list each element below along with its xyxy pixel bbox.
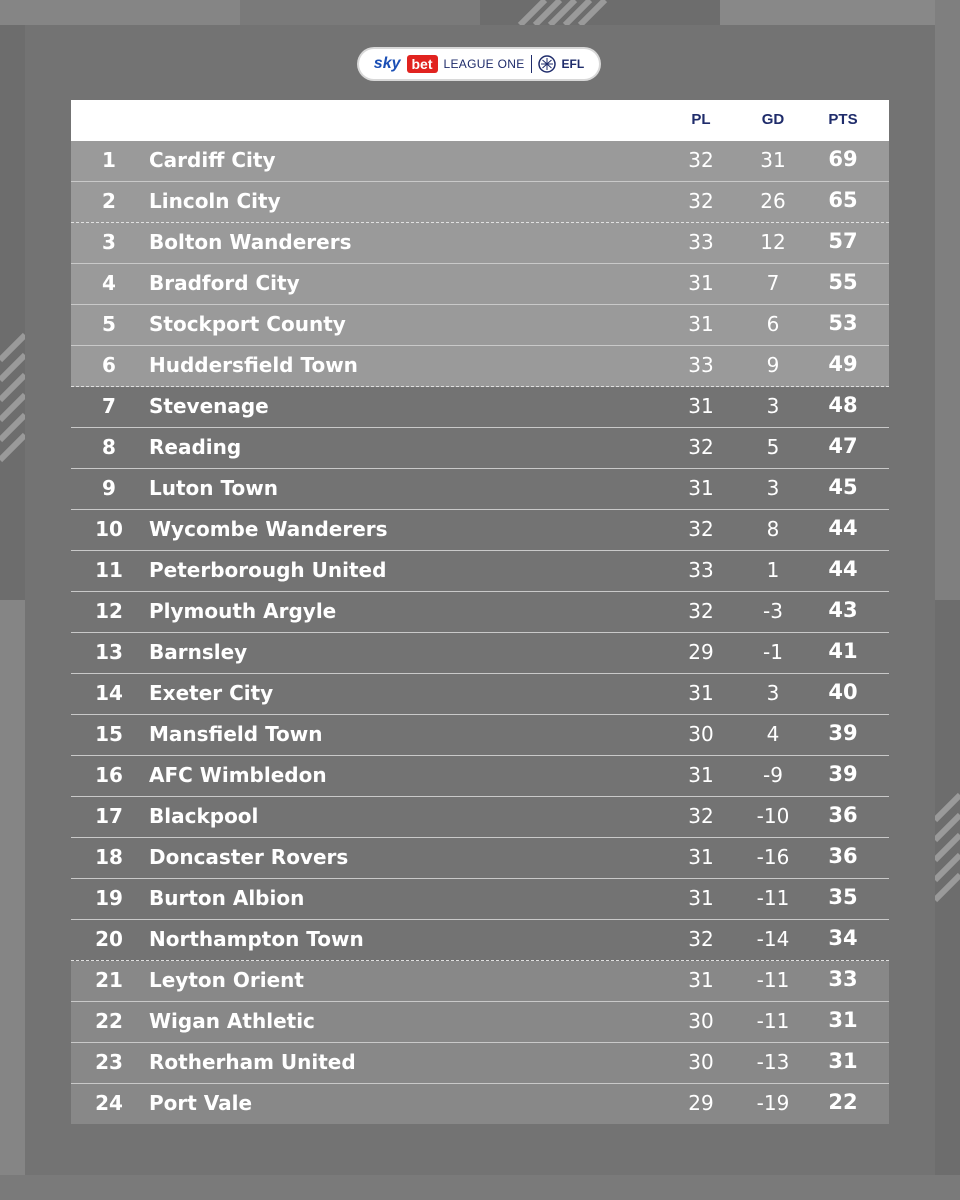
position-cell: 7 — [102, 394, 116, 418]
points-cell: 55 — [828, 270, 858, 294]
goal-difference-cell: -9 — [763, 763, 783, 787]
team-name: Wycombe Wanderers — [149, 517, 388, 541]
table-row — [71, 264, 889, 305]
points-cell: 22 — [828, 1090, 858, 1114]
team-name: Doncaster Rovers — [149, 845, 349, 869]
goal-difference-cell: -3 — [763, 599, 783, 623]
position-cell: 16 — [95, 763, 123, 787]
points-cell: 39 — [828, 721, 858, 745]
team-name: Leyton Orient — [149, 968, 304, 992]
goal-difference-cell: 6 — [766, 312, 780, 336]
position-cell: 17 — [95, 804, 123, 828]
played-cell: 32 — [688, 435, 714, 459]
team-name: Huddersfield Town — [149, 353, 358, 377]
table-row — [71, 182, 889, 223]
goal-difference-cell: 12 — [760, 230, 786, 254]
team-name: AFC Wimbledon — [149, 763, 327, 787]
logo-divider — [531, 55, 532, 73]
table-row — [71, 141, 889, 182]
points-cell: 57 — [828, 229, 858, 253]
team-name: Bolton Wanderers — [149, 230, 352, 254]
points-cell: 35 — [828, 885, 858, 909]
position-cell: 11 — [95, 558, 123, 582]
played-cell: 31 — [688, 681, 714, 705]
goal-difference-cell: -19 — [756, 1091, 790, 1115]
team-name: Stevenage — [149, 394, 269, 418]
table-row — [71, 387, 889, 428]
table-row — [71, 879, 889, 920]
played-cell: 31 — [688, 312, 714, 336]
position-cell: 6 — [102, 353, 116, 377]
points-cell: 45 — [828, 475, 858, 499]
position-cell: 13 — [95, 640, 123, 664]
points-cell: 49 — [828, 352, 858, 376]
table-row — [71, 633, 889, 674]
played-cell: 31 — [688, 271, 714, 295]
goal-difference-cell: -11 — [756, 886, 790, 910]
points-cell: 39 — [828, 762, 858, 786]
goal-difference-cell: -14 — [756, 927, 790, 951]
goal-difference-cell: 4 — [766, 722, 780, 746]
points-cell: 43 — [828, 598, 858, 622]
goal-difference-cell: -10 — [756, 804, 790, 828]
table-header — [71, 100, 889, 141]
goal-difference-cell: 3 — [766, 681, 780, 705]
table-row — [71, 592, 889, 633]
goal-difference-cell: -1 — [763, 640, 783, 664]
table-row — [71, 551, 889, 592]
goal-difference-cell: 7 — [766, 271, 780, 295]
position-cell: 4 — [102, 271, 116, 295]
team-name: Bradford City — [149, 271, 300, 295]
points-cell: 31 — [828, 1008, 858, 1032]
efl-ball-icon — [538, 55, 556, 73]
position-cell: 10 — [95, 517, 123, 541]
points-cell: 40 — [828, 680, 858, 704]
team-name: Luton Town — [149, 476, 278, 500]
table-row — [71, 756, 889, 797]
goal-difference-cell: 3 — [766, 476, 780, 500]
played-cell: 32 — [688, 927, 714, 951]
table-body — [71, 141, 889, 1124]
table-row — [71, 1043, 889, 1084]
league-table — [71, 100, 889, 1124]
table-row — [71, 674, 889, 715]
played-cell: 29 — [688, 640, 714, 664]
played-cell: 31 — [688, 394, 714, 418]
played-cell: 32 — [688, 189, 714, 213]
sky-wordmark: sky — [373, 55, 401, 72]
played-cell: 31 — [688, 763, 714, 787]
bet-wordmark: bet — [407, 55, 438, 73]
position-cell: 19 — [95, 886, 123, 910]
efl-wordmark: EFL — [561, 57, 585, 71]
played-cell: 31 — [688, 968, 714, 992]
team-name: Port Vale — [149, 1091, 253, 1115]
position-cell: 21 — [95, 968, 123, 992]
points-cell: 44 — [828, 516, 858, 540]
header-pl: PL — [691, 111, 711, 128]
header-pts: PTS — [828, 111, 858, 128]
position-cell: 22 — [95, 1009, 123, 1033]
position-cell: 20 — [95, 927, 123, 951]
team-name: Wigan Athletic — [149, 1009, 315, 1033]
team-name: Cardiff City — [149, 148, 276, 172]
points-cell: 34 — [828, 926, 858, 950]
played-cell: 30 — [688, 1009, 714, 1033]
goal-difference-cell: 1 — [766, 558, 780, 582]
goal-difference-cell: 31 — [760, 148, 786, 172]
played-cell: 32 — [688, 804, 714, 828]
goal-difference-cell: 26 — [760, 189, 786, 213]
position-cell: 8 — [102, 435, 116, 459]
table-row — [71, 961, 889, 1002]
position-cell: 24 — [95, 1091, 123, 1115]
team-name: Rotherham United — [149, 1050, 356, 1074]
team-name: Burton Albion — [149, 886, 305, 910]
team-name: Lincoln City — [149, 189, 281, 213]
team-name: Reading — [149, 435, 242, 459]
played-cell: 32 — [688, 148, 714, 172]
table-row — [71, 715, 889, 756]
played-cell: 30 — [688, 722, 714, 746]
team-name: Blackpool — [149, 804, 259, 828]
team-name: Exeter City — [149, 681, 274, 705]
team-name: Plymouth Argyle — [149, 599, 337, 623]
goal-difference-cell: 5 — [766, 435, 780, 459]
table-row — [71, 797, 889, 838]
played-cell: 31 — [688, 476, 714, 500]
table-row — [71, 510, 889, 551]
position-cell: 15 — [95, 722, 123, 746]
sponsor-logo — [359, 49, 599, 79]
goal-difference-cell: 8 — [766, 517, 780, 541]
points-cell: 44 — [828, 557, 858, 581]
goal-difference-cell: -13 — [756, 1050, 790, 1074]
goal-difference-cell: -16 — [756, 845, 790, 869]
points-cell: 33 — [828, 967, 858, 991]
points-cell: 65 — [828, 188, 858, 212]
points-cell: 48 — [828, 393, 858, 417]
header-gd: GD — [761, 111, 785, 128]
table-row — [71, 469, 889, 510]
position-cell: 5 — [102, 312, 116, 336]
team-name: Northampton Town — [149, 927, 364, 951]
points-cell: 41 — [828, 639, 858, 663]
played-cell: 31 — [688, 886, 714, 910]
played-cell: 33 — [688, 230, 714, 254]
played-cell: 32 — [688, 599, 714, 623]
played-cell: 33 — [688, 558, 714, 582]
position-cell: 3 — [102, 230, 116, 254]
played-cell: 29 — [688, 1091, 714, 1115]
table-row — [71, 346, 889, 387]
goal-difference-cell: -11 — [756, 1009, 790, 1033]
points-cell: 47 — [828, 434, 858, 458]
league-name: LEAGUE ONE — [443, 57, 525, 71]
position-cell: 18 — [95, 845, 123, 869]
points-cell: 31 — [828, 1049, 858, 1073]
table-row — [71, 838, 889, 879]
table-row — [71, 223, 889, 264]
team-name: Barnsley — [149, 640, 248, 664]
points-cell: 36 — [828, 803, 858, 827]
position-cell: 14 — [95, 681, 123, 705]
points-cell: 53 — [828, 311, 858, 335]
played-cell: 32 — [688, 517, 714, 541]
team-name: Mansfield Town — [149, 722, 323, 746]
table-row — [71, 920, 889, 961]
table-row — [71, 428, 889, 469]
goal-difference-cell: 3 — [766, 394, 780, 418]
position-cell: 23 — [95, 1050, 123, 1074]
team-name: Peterborough United — [149, 558, 387, 582]
points-cell: 36 — [828, 844, 858, 868]
played-cell: 33 — [688, 353, 714, 377]
team-name: Stockport County — [149, 312, 346, 336]
table-row — [71, 1084, 889, 1124]
goal-difference-cell: 9 — [766, 353, 780, 377]
played-cell: 30 — [688, 1050, 714, 1074]
position-cell: 1 — [102, 148, 116, 172]
table-row — [71, 305, 889, 346]
played-cell: 31 — [688, 845, 714, 869]
position-cell: 2 — [102, 189, 116, 213]
points-cell: 69 — [828, 147, 858, 171]
goal-difference-cell: -11 — [756, 968, 790, 992]
position-cell: 9 — [102, 476, 116, 500]
position-cell: 12 — [95, 599, 123, 623]
table-row — [71, 1002, 889, 1043]
